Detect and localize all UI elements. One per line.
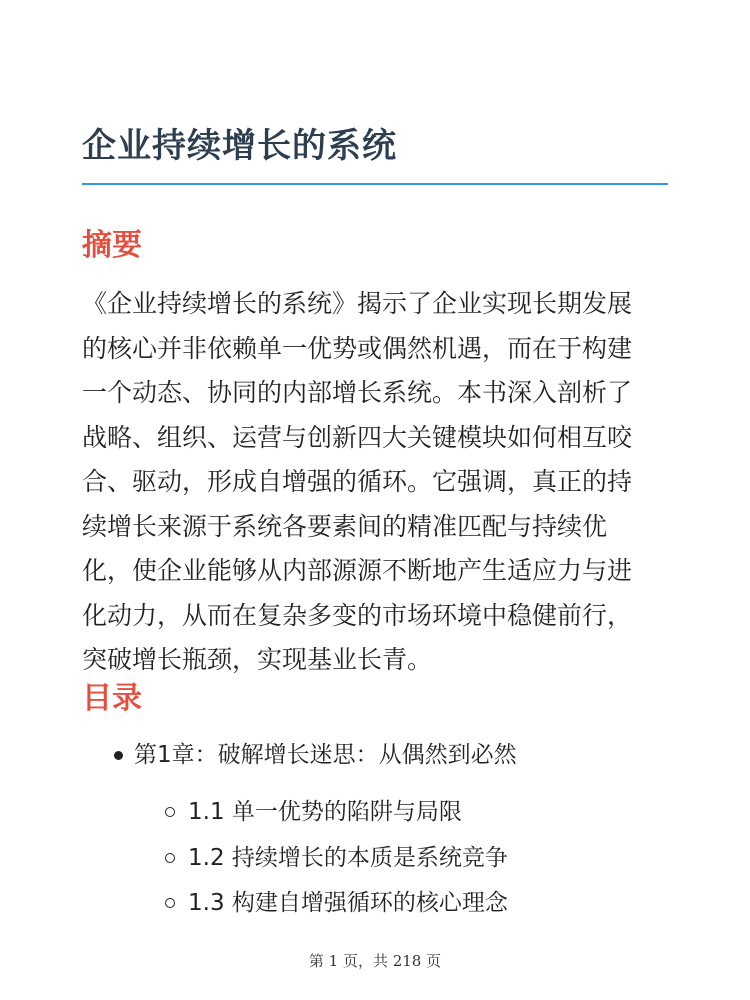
abstract-line: 续增长来源于系统各要素间的精准匹配与持续优 — [82, 511, 608, 541]
bullet-circle-icon — [165, 807, 175, 817]
abstract-line: 的核心并非依赖单一优势或偶然机遇，而在于构建 — [82, 333, 633, 363]
document-title: 企业持续增长的系统 — [82, 126, 397, 166]
abstract-line: 《企业持续增长的系统》揭示了企业实现长期发展 — [82, 289, 633, 318]
bullet-circle-icon — [165, 898, 175, 908]
table-of-contents — [82, 0, 672, 1000]
toc-heading: 目录 — [82, 681, 142, 716]
abstract-line: 合、驱动，形成自增强的循环。它强调，真正的持 — [82, 467, 633, 496]
abstract-line: 突破增长瓶颈，实现基业长青。 — [82, 645, 433, 674]
bullet-disc-icon — [114, 751, 123, 760]
abstract-line: 一个动态、协同的内部增长系统。本书深入剖析了 — [82, 378, 633, 407]
toc-section-label: 1.1 单一优势的陷阱与局限 — [188, 799, 462, 825]
abstract-line: 战略、组织、运营与创新四大关键模块如何相互咬 — [82, 422, 633, 452]
bullet-circle-icon — [165, 853, 175, 863]
abstract-line: 化动力，从而在复杂多变的市场环境中稳健前行， — [82, 600, 633, 630]
abstract-heading: 摘要 — [82, 228, 142, 263]
abstract-line: 化，使企业能够从内部源源不断地产生适应力与进 — [82, 556, 633, 585]
toc-section-label: 1.2 持续增长的本质是系统竞争 — [188, 845, 508, 871]
page-number-footer: 第 1 页，共 218 页 — [308, 952, 442, 970]
toc-chapter-label: 第1章：破解增长迷思：从偶然到必然 — [134, 742, 517, 768]
toc-section-label: 1.3 构建自增强循环的核心理念 — [188, 890, 508, 916]
